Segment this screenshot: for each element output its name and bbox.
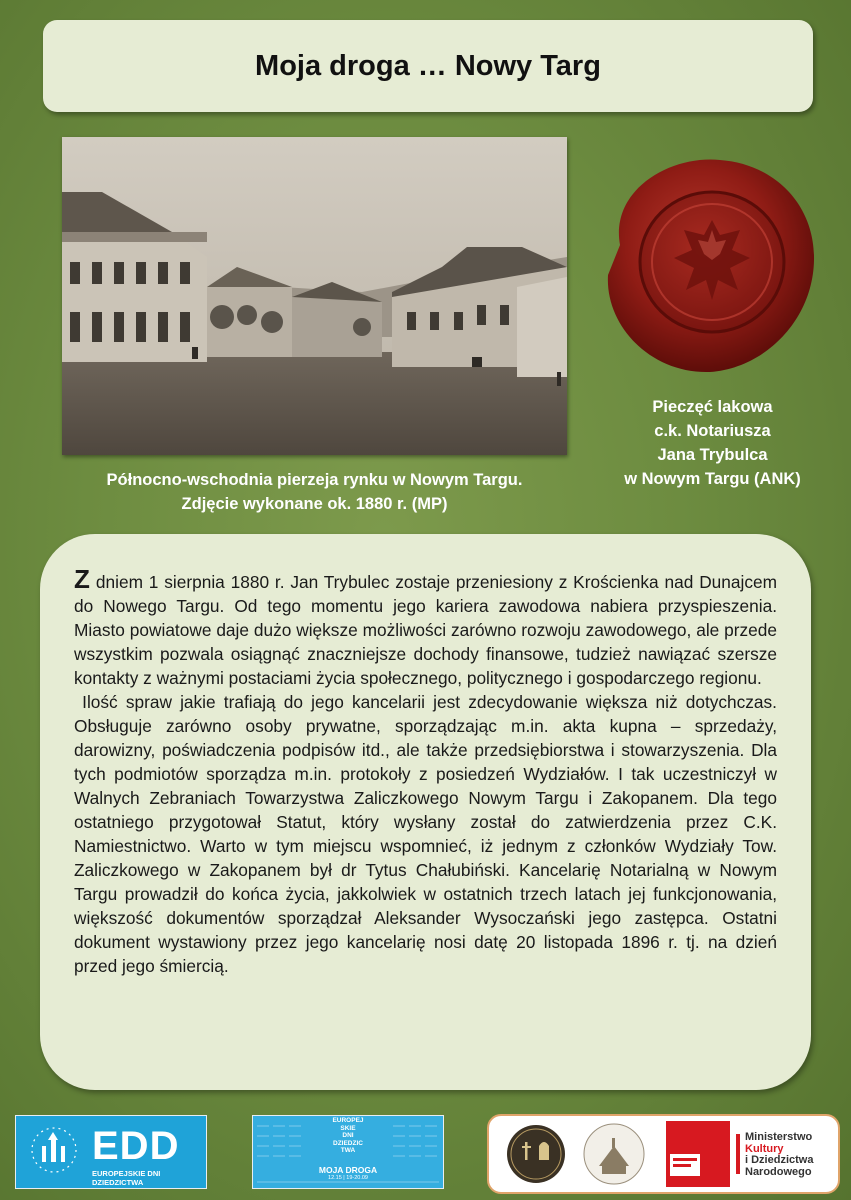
ministry-line: Kultury [745, 1142, 784, 1155]
paragraph-text: dniem 1 sierpnia 1880 r. Jan Trybulec zostaje przeniesiony z Krościenka nad Dunajcem do Nowego Targu. Od tego momentu jego kariera zawodowa nabiera przyspieszenia. Miasto powiatowe daje dużo większe możliwości zarówno rozwoju zawodowego, ale przede wszystkim pozwala osiągnąć znaczniejsze dochody finansowe, tudzież nawiązać szersze kontakty z ważnymi postaciami życia społecznego, politycznego i gospodarczego regionu. [74, 572, 777, 688]
ministry-line: Narodowego [745, 1165, 812, 1178]
moja-date: 12.15 | 19-20.09 [328, 1175, 368, 1181]
ministry-line: Ministerstwo [745, 1131, 813, 1143]
edd-subtitle: EUROPEJSKIE DNI DZIEDZICTWA [92, 1169, 161, 1187]
title-banner [43, 20, 813, 112]
ministry-text [745, 1132, 835, 1178]
paragraph-text: Ilość spraw jakie trafiają do jego kancelarii jest zdecydowanie większa niż dotychczas. Obsługuje zarówno osoby prywatne, sporządzając m.in. akta kupna – sprzedaży, darowizny, poświadczenia podpisów itd., ale także przedsiębiorstwa i stowarzyszenia. Dla tych podmiotów sporządza m.in. protokoły z posiedzeń Wydziałów. I tak uczestniczył w Walnych Zebraniach Towarzystwa Zaliczkowego Nowym Targu i Zakopanem. Dla tego ostatniego przygotował Statut, który wysłany został do zatwierdzenia przez C.K. Namiestnictwo. Warto w tym miejscu wspomnieć, iż jednym z członków Wydziały Tow. Zaliczkowego w Zakopanem był dr Tytus Chałubiński. Kancelarię Notarialną w Nowym Targu prowadził do końca życia, jakkolwiek w ostatnich trzech latach jej funkcjonowania, większość dokumentów sporządzał Aleksander Wysoczański jego zastępca. Ostatni dokument wystawiony przez jego kancelarię nosi datę 20 listopada 1896 r. tj. na dzień przed jego śmiercią. [74, 692, 777, 976]
photo-caption-line: Zdjęcie wykonane ok. 1880 r. (MP) [181, 495, 448, 513]
moja-line: TWA [340, 1147, 356, 1154]
moja-line: DNI [342, 1132, 354, 1139]
seal-caption [600, 395, 825, 491]
body-text [74, 564, 777, 978]
edd-emblem-icon [20, 1116, 90, 1188]
historic-market-photo [62, 137, 567, 455]
moja-stacked-text [317, 1117, 379, 1155]
photo-caption-line: Północno-wschodnia pierzeja rynku w Nowym Targu. [106, 471, 523, 489]
edd-logo [15, 1115, 207, 1189]
edd-wordmark: EDD [92, 1124, 180, 1168]
body-paragraph [74, 690, 777, 978]
seal-caption-line: w Nowym Targu (ANK) [624, 470, 801, 488]
seal-caption-line: Pieczęć lakowa [652, 398, 773, 416]
moja-line: DZIEDZIC [333, 1139, 363, 1147]
moja-title: MOJA DROGA [318, 1165, 378, 1175]
moja-line: EUROPEJ [332, 1117, 364, 1124]
seal-caption-line: c.k. Notariusza [654, 422, 771, 440]
moja-droga-logo [252, 1115, 444, 1189]
main-text-panel [40, 534, 811, 1090]
photo-caption [62, 468, 567, 516]
page-title: Moja droga … Nowy Targ [255, 49, 601, 82]
seal-caption-line: Jana Trybulca [657, 446, 768, 464]
partner-logos [487, 1114, 840, 1194]
ministry-line: i Dziedzictwa [745, 1154, 814, 1166]
wax-seal-image [600, 150, 818, 375]
drop-cap: Z [74, 564, 90, 594]
body-paragraph [74, 564, 777, 690]
moja-line: SKIE [340, 1124, 356, 1132]
